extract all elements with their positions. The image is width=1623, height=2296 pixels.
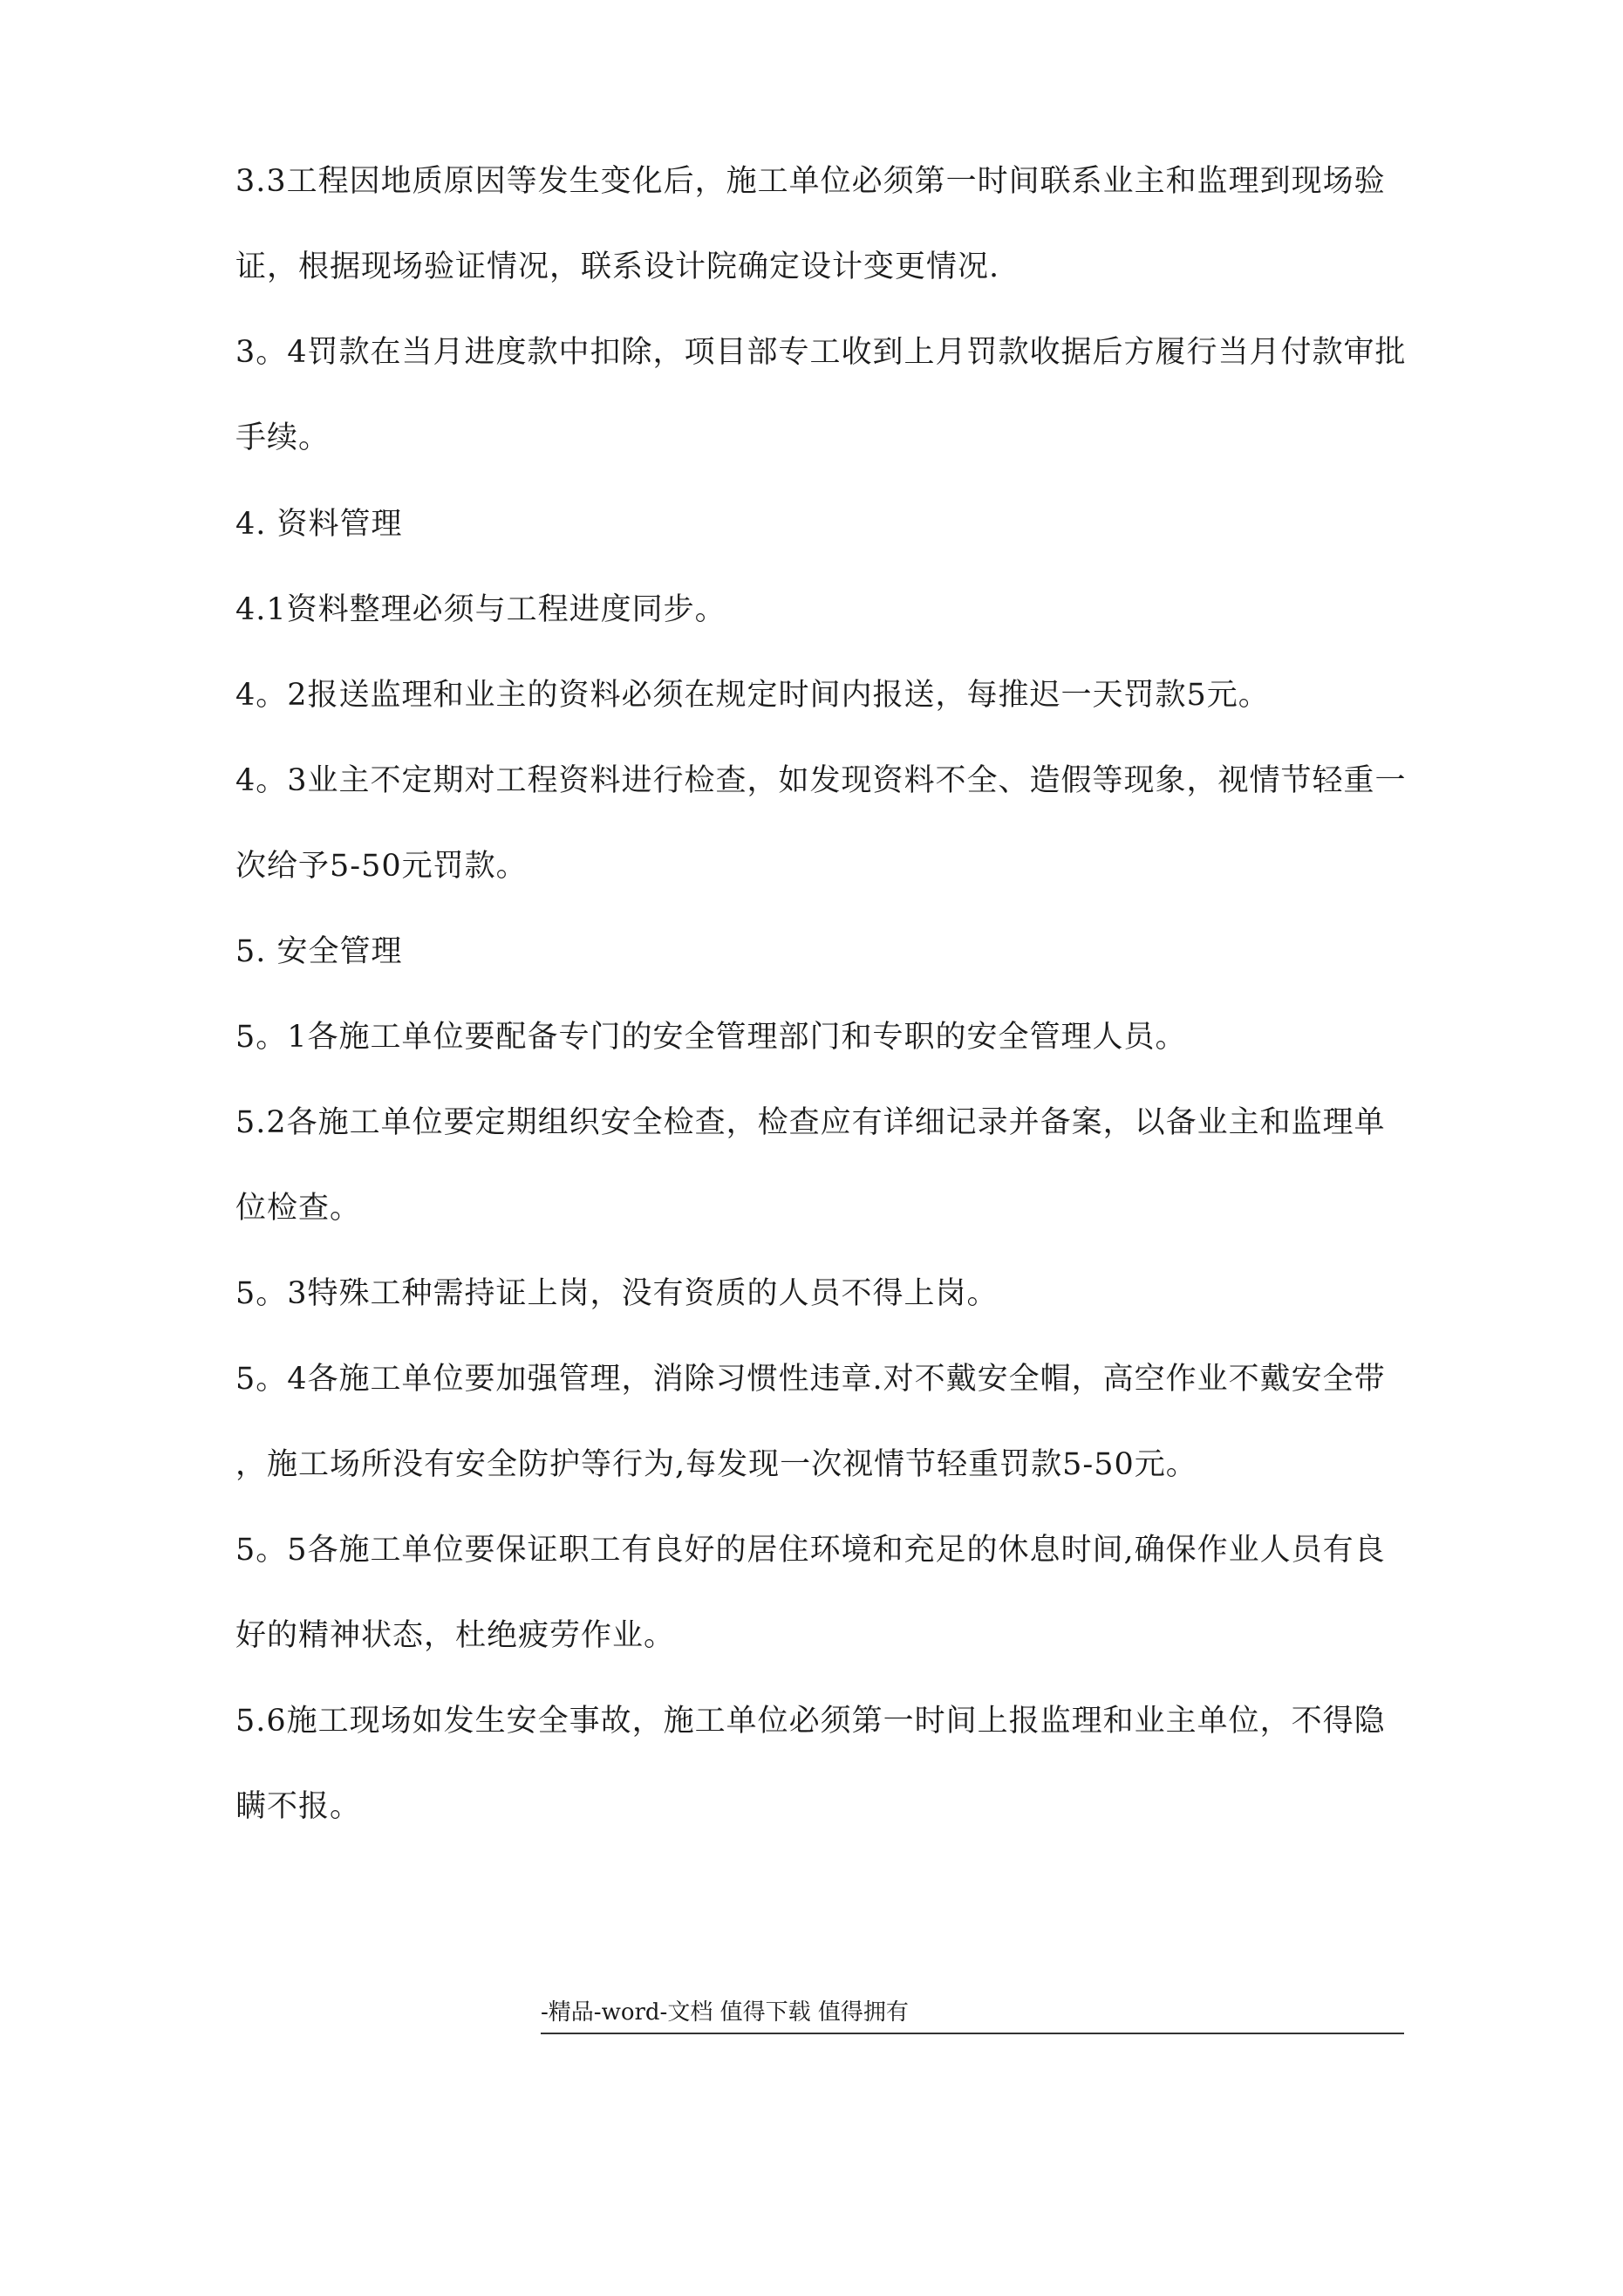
page-footer	[541, 1998, 1404, 2038]
footer-divider	[541, 2033, 1404, 2034]
text-line: 5.6施工现场如发生安全事故，施工单位必须第一时间上报监理和业主单位，不得隐	[235, 1704, 1386, 1739]
footer-text: -精品-word-文档 值得下载 值得拥有	[541, 1999, 909, 2026]
text-line: 证，根据现场验证情况，联系设计院确定设计变更情况.	[235, 249, 1000, 284]
text-line: 5。4各施工单位要加强管理，消除习惯性违章.对不戴安全帽，高空作业不戴安全带	[235, 1362, 1386, 1397]
text-line: 手续。	[235, 420, 331, 455]
text-line: 4。2报送监理和业主的资料必须在规定时间内报送，每推迟一天罚款5元。	[235, 678, 1270, 713]
text-line: 4.1资料整理必须与工程进度同步。	[235, 592, 726, 627]
text-line: 5。5各施工单位要保证职工有良好的居住环境和充足的休息时间,确保作业人员有良	[235, 1533, 1386, 1568]
section-heading: 5. 安全管理	[235, 934, 403, 969]
text-line: 次给予5-50元罚款。	[235, 849, 528, 884]
text-line: 5。3特殊工种需持证上岗，没有资质的人员不得上岗。	[235, 1276, 999, 1311]
text-line: ，施工场所没有安全防护等行为,每发现一次视情节轻重罚款5-50元。	[235, 1447, 1197, 1482]
text-line: 瞒不报。	[235, 1789, 362, 1824]
text-line: 5。1各施工单位要配备专门的安全管理部门和专职的安全管理人员。	[235, 1020, 1187, 1055]
text-line: 3。4罚款在当月进度款中扣除，项目部专工收到上月罚款收据后方履行当月付款审批	[235, 335, 1407, 370]
section-heading: 4. 资料管理	[235, 507, 403, 542]
text-line: 5.2各施工单位要定期组织安全检查，检查应有详细记录并备案，以备业主和监理单	[235, 1105, 1386, 1140]
text-line: 3.3工程因地质原因等发生变化后，施工单位必须第一时间联系业主和监理到现场验	[235, 164, 1386, 199]
text-line: 好的精神状态，杜绝疲劳作业。	[235, 1618, 676, 1653]
text-line: 4。3业主不定期对工程资料进行检查，如发现资料不全、造假等现象，视情节轻重一	[235, 763, 1407, 798]
text-line: 位检查。	[235, 1191, 362, 1226]
